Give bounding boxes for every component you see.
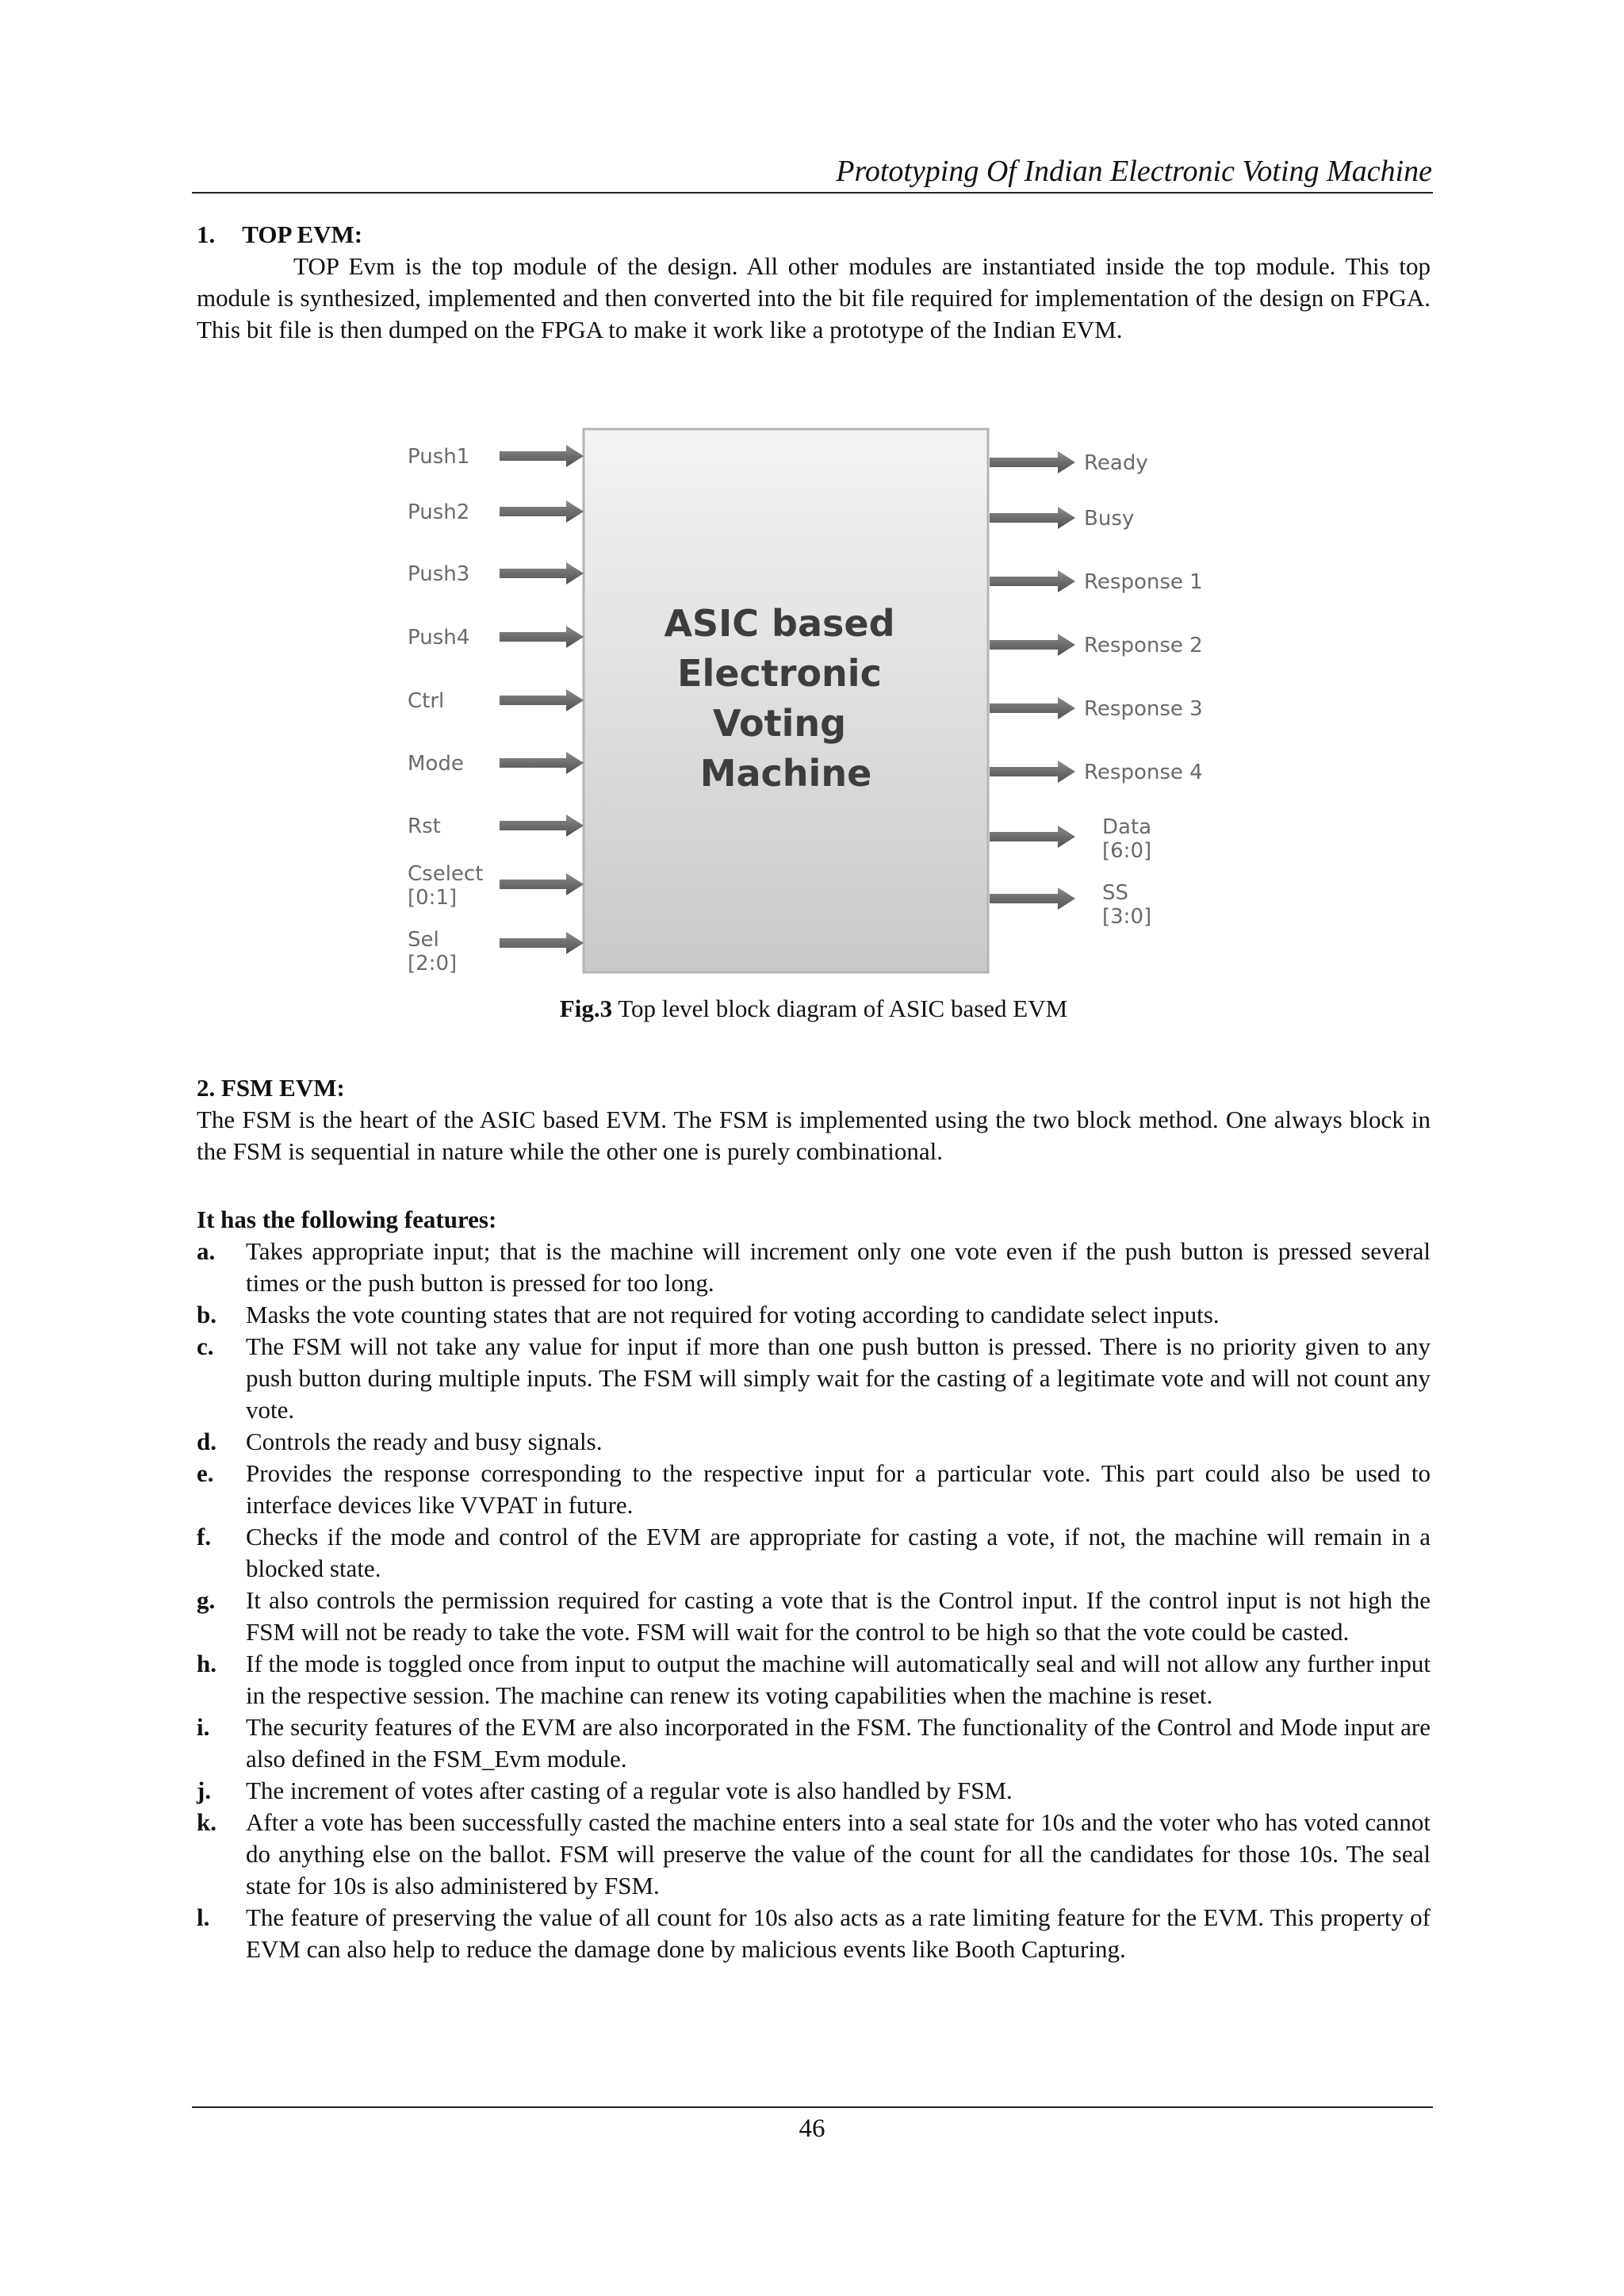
- feature-text: It also controls the permission required for casting a vote that is the Control input. If the control input is not high the FSM will not be ready to take the vote. FSM will wait for the control to be high so that the vote could be casted.: [246, 1586, 1431, 1646]
- section-2: [197, 1072, 1431, 1167]
- section-1-number: 1.: [197, 220, 216, 248]
- signal-arrow: [990, 761, 1075, 783]
- section-2-paragraph: The FSM is the heart of the ASIC based EVM. The FSM is implemented using the two block method. One always block in the FSM is sequential in nature while the other one is purely combinational.: [197, 1106, 1431, 1165]
- feature-text: The security features of the EVM are also incorporated in the FSM. The functionality of the Control and Mode input are also defined in the FSM_Evm module.: [246, 1713, 1431, 1773]
- signal-arrow: [500, 445, 584, 467]
- feature-text: Takes appropriate input; that is the machine will increment only one vote even if the push button is pressed several times or the push button is pressed for too long.: [246, 1237, 1431, 1297]
- feature-text: If the mode is toggled once from input to output the machine will automatically seal and will not allow any further input in the respective session. The machine can renew its voting capabilities when the machine is reset.: [246, 1650, 1431, 1709]
- signal-arrow: [500, 562, 584, 585]
- output-signal: [990, 881, 1151, 929]
- footer-rule: [192, 2106, 1433, 2108]
- feature-text: Checks if the mode and control of the EVM are appropriate for casting a vote, if not, the machine will remain in a blocked state.: [246, 1523, 1431, 1582]
- signal-label: [408, 445, 469, 469]
- feature-item: [197, 1458, 1431, 1521]
- figure-caption-label: Fig.3: [559, 995, 613, 1022]
- asic-box-line: Machine: [699, 752, 872, 795]
- feature-item: [197, 1902, 1431, 1965]
- input-signals: [408, 445, 584, 976]
- signal-label: [408, 752, 464, 776]
- output-signal: [990, 697, 1203, 721]
- signal-label: [408, 500, 469, 524]
- signal-label-line: Rst: [408, 815, 441, 838]
- figure-caption: [197, 993, 1431, 1025]
- feature-text: Controls the ready and busy signals.: [246, 1428, 603, 1455]
- signal-label: [1084, 697, 1203, 721]
- feature-marker: k.: [197, 1808, 216, 1836]
- signal-label-line: Mode: [408, 752, 464, 776]
- output-signal: [990, 451, 1148, 475]
- signal-arrow: [990, 451, 1075, 473]
- signal-label-line: Push1: [408, 445, 470, 469]
- signal-label-line: Response 2: [1084, 634, 1203, 657]
- asic-box-line: Voting: [712, 702, 847, 745]
- signal-label-line: Data: [1102, 815, 1152, 839]
- feature-marker: j.: [197, 1777, 212, 1804]
- input-signal: [408, 445, 584, 469]
- signal-label-line: Response 1: [1084, 570, 1203, 594]
- signal-arrow: [500, 815, 584, 837]
- signal-label-line: Push4: [408, 626, 470, 650]
- feature-marker: h.: [197, 1650, 216, 1677]
- section-1-paragraph: TOP Evm is the top module of the design. All other modules are instantiated inside the top module. This top module is synthesized, implemented and then converted into the bit file required for implementation of the design on FPGA. This bit file is then dumped on the FPGA to make it work like a prototype of the Indian EVM.: [197, 252, 1431, 343]
- signal-label: [1102, 815, 1151, 863]
- features-title: It has the following features:: [197, 1205, 497, 1233]
- asic-box-line: ASIC based: [664, 602, 895, 645]
- signal-label-line: Ready: [1084, 451, 1148, 475]
- signal-label-line: Busy: [1084, 507, 1135, 531]
- feature-marker: i.: [197, 1713, 210, 1741]
- signal-label: [1084, 451, 1148, 475]
- feature-marker: b.: [197, 1301, 216, 1328]
- output-signals: [990, 451, 1203, 929]
- signal-label-line: SS: [1102, 881, 1129, 905]
- signal-label: [408, 626, 469, 650]
- input-signal: [408, 815, 584, 838]
- output-signal: [990, 761, 1203, 784]
- signal-label: [1084, 761, 1203, 784]
- signal-arrow: [990, 507, 1075, 529]
- feature-text: After a vote has been successfully casted the machine enters into a seal state for 10s and the voter who has voted cannot do anything else on the ballot. FSM will preserve the value of the count for all the candidates for those 10s. The seal state for 10s is also administered by FSM.: [246, 1808, 1431, 1899]
- signal-label-line: [3:0]: [1102, 905, 1152, 929]
- feature-text: The increment of votes after casting of a regular vote is also handled by FSM.: [246, 1777, 1013, 1804]
- feature-item: [197, 1331, 1431, 1426]
- feature-text: The FSM will not take any value for input if more than one push button is pressed. There is no priority given to any push button during multiple inputs. The FSM will simply wait for the casting of a legitimate vote and will not count any vote.: [246, 1332, 1431, 1424]
- block-diagram: [396, 416, 1245, 979]
- signal-label: [1084, 570, 1203, 594]
- signal-label-line: Response 4: [1084, 761, 1203, 784]
- feature-item: [197, 1807, 1431, 1902]
- output-signal: [990, 634, 1203, 657]
- feature-item: [197, 1585, 1431, 1648]
- signal-label: [408, 689, 444, 713]
- feature-marker: c.: [197, 1332, 214, 1360]
- input-signal: [408, 752, 584, 776]
- signal-label-line: [0:1]: [408, 886, 458, 910]
- signal-arrow: [990, 634, 1075, 656]
- feature-item: [197, 1236, 1431, 1299]
- signal-label-line: Push2: [408, 500, 470, 524]
- signal-arrow: [500, 689, 584, 711]
- signal-label: [408, 862, 483, 910]
- features-list: [197, 1236, 1431, 1965]
- feature-item: [197, 1648, 1431, 1711]
- feature-item: [197, 1521, 1431, 1585]
- signal-label: [408, 928, 457, 976]
- page-number: 46: [799, 2114, 825, 2143]
- asic-box-line: Electronic: [677, 652, 882, 695]
- signal-arrow: [500, 500, 584, 523]
- signal-arrow: [500, 752, 584, 774]
- feature-marker: d.: [197, 1428, 216, 1455]
- header-rule: [192, 192, 1433, 194]
- signal-label: [1084, 634, 1203, 657]
- signal-label: [408, 815, 441, 838]
- section-1-title: TOP EVM:: [242, 220, 363, 248]
- feature-item: [197, 1711, 1431, 1775]
- signal-label-line: Cselect: [408, 862, 484, 886]
- asic-box: [584, 429, 988, 972]
- signal-arrow: [500, 873, 584, 895]
- signal-arrow: [500, 932, 584, 954]
- signal-label-line: [6:0]: [1102, 839, 1152, 863]
- feature-text: Masks the vote counting states that are not required for voting according to candidate select inputs.: [246, 1301, 1220, 1328]
- signal-label-line: Response 3: [1084, 697, 1203, 721]
- section-2-heading: 2. FSM EVM:: [197, 1074, 345, 1102]
- signal-arrow: [990, 570, 1075, 592]
- signal-label-line: Sel: [408, 928, 439, 952]
- signal-arrow: [990, 887, 1075, 910]
- signal-label-line: [2:0]: [408, 952, 458, 976]
- signal-label: [1084, 507, 1134, 531]
- output-signal: [990, 507, 1134, 531]
- signal-label: [1102, 881, 1151, 929]
- input-signal: [408, 626, 584, 650]
- signal-arrow: [990, 697, 1075, 719]
- input-signal: [408, 689, 584, 713]
- feature-item: [197, 1426, 1431, 1458]
- input-signal: [408, 562, 584, 586]
- feature-text: The feature of preserving the value of all count for 10s also acts as a rate limiting feature for the EVM. This property of EVM can also help to reduce the damage done by malicious events like Booth Capturing.: [246, 1903, 1431, 1963]
- running-head: Prototyping Of Indian Electronic Voting Machine: [836, 155, 1432, 188]
- input-signal: [408, 862, 584, 910]
- feature-marker: f.: [197, 1523, 212, 1550]
- figure-caption-text: Top level block diagram of ASIC based EVM: [612, 995, 1068, 1022]
- input-signal: [408, 928, 584, 976]
- section-1-heading: [197, 219, 1431, 251]
- feature-marker: g.: [197, 1586, 216, 1614]
- feature-item: [197, 1775, 1431, 1807]
- output-signal: [990, 570, 1203, 594]
- feature-marker: l.: [197, 1903, 210, 1931]
- feature-item: [197, 1299, 1431, 1331]
- output-signal: [990, 815, 1151, 863]
- feature-marker: e.: [197, 1459, 214, 1487]
- signal-label-line: Push3: [408, 562, 470, 586]
- section-1: [197, 219, 1431, 346]
- signal-label-line: Ctrl: [408, 689, 445, 713]
- signal-arrow: [990, 826, 1075, 848]
- signal-label: [408, 562, 469, 586]
- signal-arrow: [500, 626, 584, 648]
- input-signal: [408, 500, 584, 524]
- feature-text: Provides the response corresponding to the respective input for a particular vote. This part could also be used to interface devices like VVPAT in future.: [246, 1459, 1431, 1519]
- feature-marker: a.: [197, 1237, 216, 1265]
